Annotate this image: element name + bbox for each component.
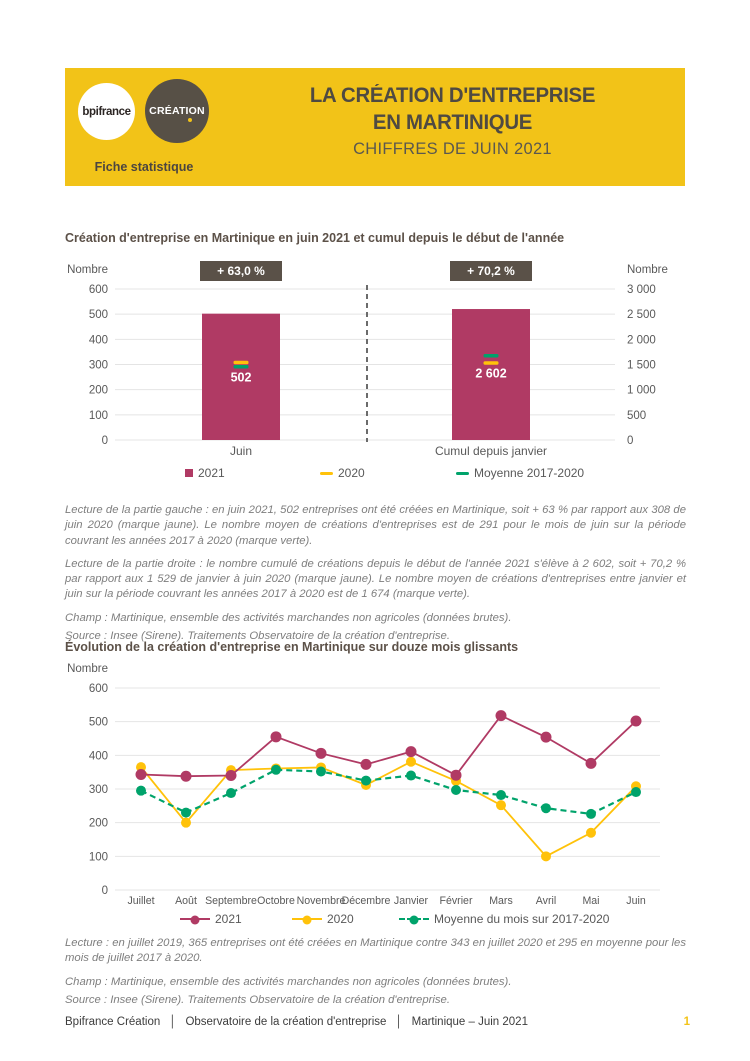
data-point-2021-janvier [406,746,417,757]
x-axis-month-label: Janvier [393,895,429,907]
note-source-2: Source : Insee (Sirene). Traitements Observatoire de la création d'entreprise. [65,993,450,1006]
page-subtitle: CHIFFRES DE JUIN 2021 [353,140,552,158]
note-champ-2: Champ : Martinique, ensemble des activités marchandes non agricoles (données brutes). [65,975,512,988]
legend2-label-2021: 2021 [215,912,242,926]
data-point-2021-avril [541,732,552,743]
bar-chart-notes [65,503,686,647]
y-axis-tick: 500 [88,716,108,729]
y-axis-tick: 200 [88,817,108,830]
page-title-line2: EN MARTINIQUE [372,111,533,134]
legend-swatch-moyenne [456,472,469,475]
x-axis-month-label: Juin [626,895,646,907]
data-point-2021-décembre [361,759,372,770]
legend2-item-2020 [292,912,354,926]
note-champ-1: Champ : Martinique, ensemble des activités marchandes non agricoles (données brutes). [65,611,512,624]
y-axis-tick: 0 [101,885,108,897]
bar-category-label: Juin [229,444,253,458]
data-point-2020-mars [496,800,506,810]
legend2-swatch-2020 [292,918,322,920]
legend-item-moyenne [456,466,584,480]
data-point-2021-septembre [226,770,237,781]
data-point-2020-mai [586,828,596,838]
x-axis-month-label: Juillet [127,895,155,907]
data-point-2020-avril [541,851,551,861]
data-point-moyenne-du-mois-sur-2017-2020-janvier [406,771,416,781]
creation-logo [145,79,209,143]
legend-swatch-2021 [185,469,193,477]
x-axis-month-label: Février [439,895,473,907]
growth-badge-label: + 70,2 % [467,264,515,278]
data-point-moyenne-du-mois-sur-2017-2020-mai [586,809,596,819]
bar-value-label: 2 602 [475,366,507,381]
legend2-label-moyenne: Moyenne du mois sur 2017-2020 [434,912,610,926]
y-axis-tick: 100 [88,851,108,864]
banner-titles [230,82,675,159]
x-axis-month-label: Septembre [205,895,257,907]
left-axis-tick: 500 [88,309,108,322]
x-axis-month-label: Août [175,895,197,907]
y-axis-tick: 300 [88,784,108,796]
note-lecture-droite: Lecture de la partie droite : le nombre cumulé de créations depuis le début de l'année 2021 s'élève à 2 602, soit + 70,2 % par rapport aux 1 529 de janvier à juin 2020 (marque jaune). Le nombre moyen de créations d'entreprises entre janvier et juin sur la période couvrant les années 2017 à 2020 est de 1 674 (marque verte). [65,557,686,601]
legend2-swatch-moyenne [399,918,429,920]
left-axis-tick: 400 [88,334,108,347]
page-title-line1: LA CRÉATION D'ENTREPRISE [309,84,596,107]
bar-value-label: 502 [230,370,252,385]
right-axis-tick: 1 500 [627,359,656,372]
growth-badge-label: + 63,0 % [217,264,265,278]
data-point-moyenne-du-mois-sur-2017-2020-avril [541,803,551,813]
right-axis-tick: 0 [627,435,634,447]
bpifrance-logo [78,83,135,140]
marker-2020 [234,361,249,365]
note-lecture-gauche: Lecture de la partie gauche : en juin 2021, 502 entreprises ont été créées en Martinique, soit + 63 % par rapport aux 308 de juin 2020 (marque jaune). Le nombre moyen de créations d'entreprises est de 291 pour le mois de juin sur la période couvrant les années 2017 à 2020 (marque verte). [65,504,686,547]
line-chart-title: Évolution de la création d'entreprise en Martinique sur douze mois glissants [65,640,519,654]
legend-label-2021: 2021 [198,466,225,480]
data-point-moyenne-du-mois-sur-2017-2020-mars [496,790,506,800]
data-point-2021-novembre [316,748,327,759]
tagline: Fiche statistique [94,160,194,174]
bpifrance-logo-text: bpifrance [82,105,131,118]
bar-chart-legend [0,466,750,484]
y-axis-label: Nombre [67,663,108,675]
left-axis-tick: 200 [88,384,108,397]
right-axis-tick: 1 000 [627,384,656,397]
marker-2020 [484,361,499,365]
note-lecture-2: Lecture : en juillet 2019, 365 entreprises ont été créées en Martinique contre 343 en juillet 2020 et 295 en moyenne pour les mois de juillet 2017 à 2020. [65,937,686,965]
bar-chart-title: Création d'entreprise en Martinique en juin 2021 et cumul depuis le début de l'année [65,231,565,245]
header-banner [65,68,685,186]
page-number: 1 [683,1016,690,1028]
legend-label-2020: 2020 [338,466,365,480]
bar-chart-svg [0,255,750,465]
x-axis-month-label: Novembre [296,895,346,907]
data-point-2021-mars [496,710,507,721]
data-point-moyenne-du-mois-sur-2017-2020-juillet [136,786,146,796]
line-chart-svg [0,655,750,910]
line-chart-legend [0,912,750,930]
note-source-1: Source : Insee (Sirene). Traitements Observatoire de la création d'entreprise. [65,629,450,642]
x-axis-month-label: Décembre [341,895,391,907]
legend-item-2021 [185,466,225,480]
right-axis-tick: 2 000 [627,334,656,347]
left-axis-tick: 0 [101,435,108,447]
data-point-moyenne-du-mois-sur-2017-2020-août [181,808,191,818]
creation-logo-text: CRÉATION [149,105,205,117]
right-axis-label: Nombre [627,264,668,276]
legend-item-2020 [320,466,365,480]
x-axis-month-label: Mai [582,895,600,907]
footer-separator: │ [395,1016,403,1028]
data-point-2020-août [181,818,191,828]
data-point-2020-janvier [406,757,416,767]
data-point-2021-juillet [136,769,147,780]
x-axis-month-label: Octobre [257,895,295,907]
footer-edition: Martinique – Juin 2021 [411,1016,528,1028]
footer-brand: Bpifrance Création [65,1016,161,1028]
legend2-label-2020: 2020 [327,912,354,926]
marker-moyenne [234,365,249,369]
data-point-2021-octobre [271,731,282,742]
legend2-item-2021 [180,912,242,926]
left-axis-tick: 300 [88,359,108,372]
y-axis-tick: 600 [88,683,108,695]
data-point-2021-mai [586,758,597,769]
data-point-moyenne-du-mois-sur-2017-2020-décembre [361,776,371,786]
data-point-2021-juin [631,715,642,726]
right-axis-tick: 500 [627,409,647,422]
data-point-2021-août [181,771,192,782]
right-axis-tick: 3 000 [627,284,656,296]
footer-separator: │ [169,1016,177,1028]
left-axis-tick: 100 [88,409,108,422]
data-point-moyenne-du-mois-sur-2017-2020-octobre [271,765,281,775]
y-axis-tick: 400 [88,750,108,763]
legend-swatch-2020 [320,472,333,475]
data-point-moyenne-du-mois-sur-2017-2020-février [451,785,461,795]
legend2-swatch-2021 [180,918,210,920]
data-point-moyenne-du-mois-sur-2017-2020-septembre [226,788,236,798]
x-axis-month-label: Mars [489,895,513,907]
x-axis-month-label: Avril [535,895,557,907]
footer [65,1016,686,1028]
right-axis-tick: 2 500 [627,309,656,322]
data-point-2021-février [451,770,462,781]
series-line-2021 [141,716,636,777]
legend2-item-moyenne [399,912,609,926]
footer-observatory: Observatoire de la création d'entreprise [185,1016,387,1028]
legend-label-moyenne: Moyenne 2017-2020 [474,466,585,480]
data-point-moyenne-du-mois-sur-2017-2020-juin [631,787,641,797]
left-axis-tick: 600 [88,284,108,296]
data-point-moyenne-du-mois-sur-2017-2020-novembre [316,766,326,776]
bar-category-label: Cumul depuis janvier [434,444,548,458]
left-axis-label: Nombre [67,264,108,276]
marker-moyenne [484,354,499,358]
line-chart-notes [65,936,686,1011]
